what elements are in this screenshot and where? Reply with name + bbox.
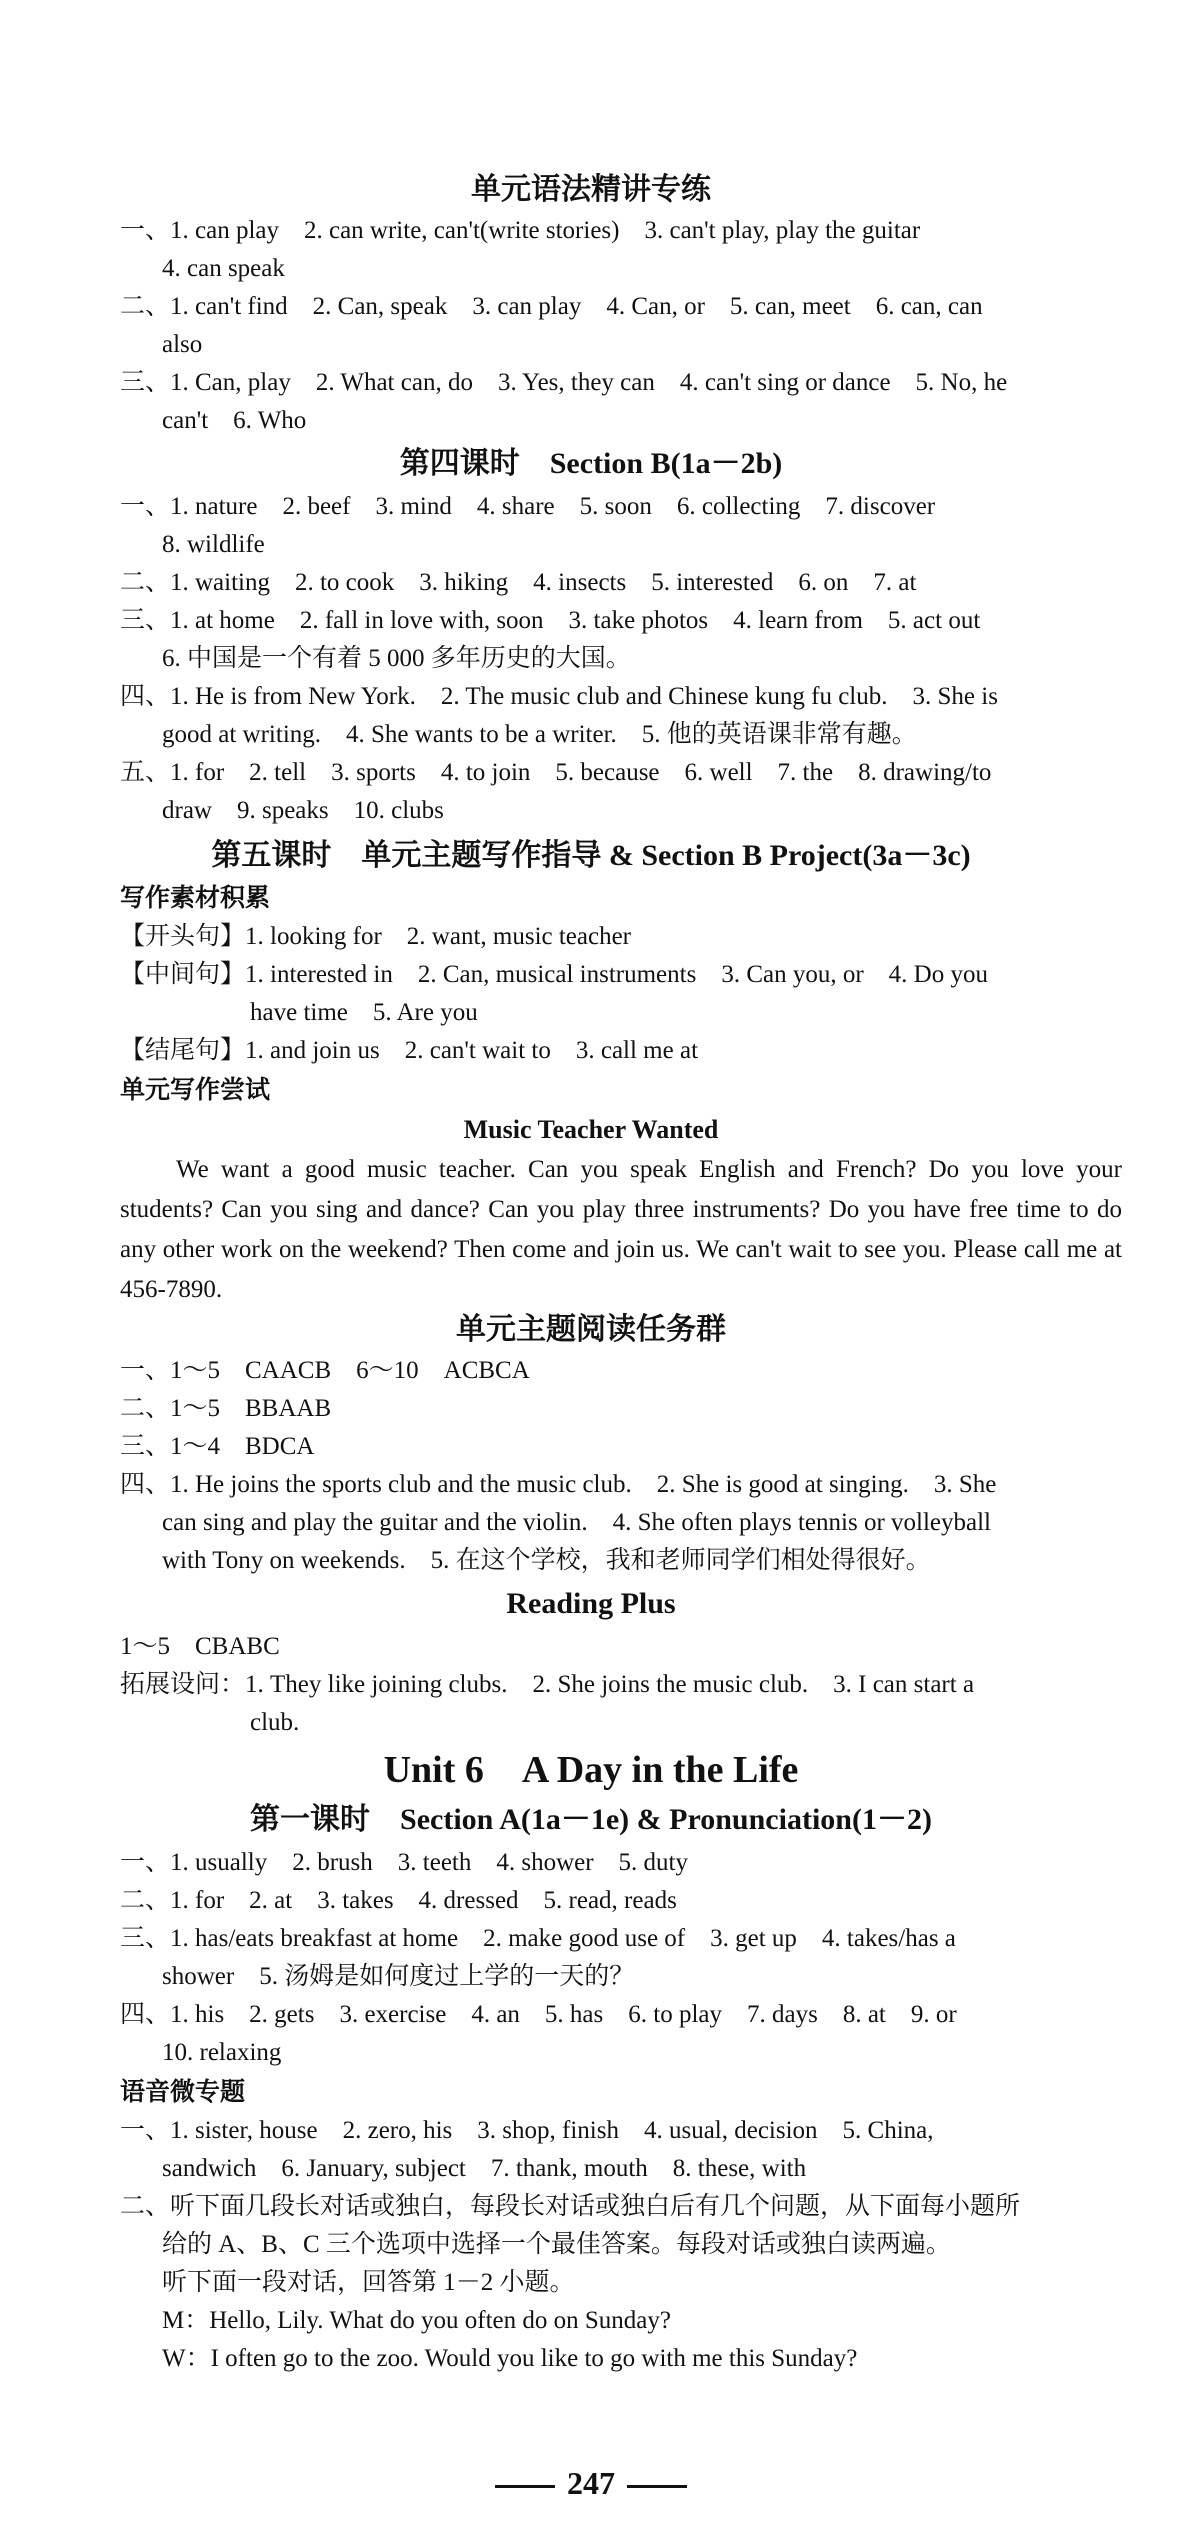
essay-title: Music Teacher Wanted bbox=[463, 1115, 719, 1144]
answer-line: 二、听下面几段长对话或独白，每段长对话或独白后有几个问题，从下面每小题所 bbox=[120, 2193, 1021, 2220]
answer-line: 一、1. can play 2. can write, can't(write stories) 3. can't play, play the guitar bbox=[120, 217, 921, 244]
answer-line: 听下面一段对话，回答第 1－2 小题。 bbox=[162, 2269, 575, 2296]
answer-line: 一、1. usually 2. brush 3. teeth 4. shower 5. duty bbox=[120, 1849, 689, 1876]
answer-line: 【中间句】1. interested in 2. Can, musical instruments 3. Can you, or 4. Do you bbox=[120, 961, 988, 988]
answer-line: 8. wildlife bbox=[162, 531, 265, 558]
answer-line: 二、1. for 2. at 3. takes 4. dressed 5. read, reads bbox=[120, 1887, 677, 1914]
answer-line: draw 9. speaks 10. clubs bbox=[162, 797, 444, 824]
answer-line: 1～5 CBABC bbox=[120, 1633, 280, 1660]
answer-line: 四、1. He is from New York. 2. The music club and Chinese kung fu club. 3. She is bbox=[120, 683, 998, 710]
answer-line: also bbox=[162, 331, 203, 358]
answer-line: 三、1～4 BDCA bbox=[120, 1433, 315, 1460]
reading-plus-title: Reading Plus bbox=[506, 1587, 676, 1620]
writing-try-heading: 单元写作尝试 bbox=[120, 1077, 271, 1104]
answer-line: 二、1. waiting 2. to cook 3. hiking 4. insects 5. interested 6. on 7. at bbox=[120, 569, 917, 596]
answer-line: can't 6. Who bbox=[162, 407, 307, 434]
answer-line: have time 5. Are you bbox=[250, 999, 478, 1026]
answer-line: 一、1～5 CAACB 6～10 ACBCA bbox=[120, 1357, 530, 1384]
answer-line: 三、1. Can, play 2. What can, do 3. Yes, they can 4. can't sing or dance 5. No, he bbox=[120, 369, 1008, 396]
unit6-lesson1-title: 第一课时 Section A(1a－1e) & Pronunciation(1－2) bbox=[250, 1803, 932, 1836]
lesson5-title: 第五课时 单元主题写作指导 & Section B Project(3a－3c) bbox=[211, 839, 971, 872]
dialogue-line: W：I often go to the zoo. Would you like to go with me this Sunday? bbox=[162, 2345, 858, 2372]
lesson4-title: 第四课时 Section B(1a－2b) bbox=[399, 447, 783, 480]
answer-line: club. bbox=[250, 1709, 300, 1736]
answer-line: 一、1. nature 2. beef 3. mind 4. share 5. soon 6. collecting 7. discover bbox=[120, 493, 936, 520]
answer-line: 五、1. for 2. tell 3. sports 4. to join 5. because 6. well 7. the 8. drawing/to bbox=[120, 759, 992, 786]
page-number bbox=[0, 2465, 1182, 2502]
answer-line: 四、1. He joins the sports club and the music club. 2. She is good at singing. 3. She bbox=[120, 1471, 997, 1498]
answer-line: shower 5. 汤姆是如何度过上学的一天的？ bbox=[162, 1963, 635, 1990]
answer-line: with Tony on weekends. 5. 在这个学校，我和老师同学们相处得很好。 bbox=[162, 1547, 931, 1574]
answer-line: 三、1. has/eats breakfast at home 2. make good use of 3. get up 4. takes/has a bbox=[120, 1925, 956, 1952]
page-number-text: 247 bbox=[567, 2465, 615, 2501]
answer-line: 4. can speak bbox=[162, 255, 285, 282]
page-number-dash-right bbox=[627, 2485, 687, 2488]
answer-line: 一、1. sister, house 2. zero, his 3. shop, finish 4. usual, decision 5. China, bbox=[120, 2117, 934, 2144]
answer-line: 二、1. can't find 2. Can, speak 3. can play 4. Can, or 5. can, meet 6. can, can bbox=[120, 293, 983, 320]
essay-body: We want a good music teacher. Can you speak English and French? Do you love your students? Can you sing and dance? Can you play three instruments? Do you have free time to do any other work on the weekend? Then come and join us. We can't wait to see you. Please call me at 456-7890. bbox=[120, 1156, 1122, 1303]
dialogue-line: M：Hello, Lily. What do you often do on Sunday? bbox=[162, 2307, 671, 2334]
grammar-section-title: 单元语法精讲专练 bbox=[471, 173, 711, 206]
answer-line: 二、1～5 BBAAB bbox=[120, 1395, 332, 1422]
answer-line: sandwich 6. January, subject 7. thank, mouth 8. these, with bbox=[162, 2155, 807, 2182]
answer-line: good at writing. 4. She wants to be a writer. 5. 他的英语课非常有趣。 bbox=[162, 721, 917, 748]
answer-line: 6. 中国是一个有着 5 000 多年历史的大国。 bbox=[162, 645, 631, 672]
phonics-heading: 语音微专题 bbox=[120, 2079, 246, 2106]
answer-line: 拓展设问：1. They like joining clubs. 2. She joins the music club. 3. I can start a bbox=[120, 1671, 975, 1698]
page-number-dash-left bbox=[495, 2485, 555, 2488]
answer-line: 三、1. at home 2. fall in love with, soon 3. take photos 4. learn from 5. act out bbox=[120, 607, 981, 634]
answer-line: 10. relaxing bbox=[162, 2039, 282, 2066]
answer-line: 【结尾句】1. and join us 2. can't wait to 3. call me at bbox=[120, 1037, 699, 1064]
answer-line: 给的 A、B、C 三个选项中选择一个最佳答案。每段对话或独白读两遍。 bbox=[162, 2231, 951, 2258]
answer-line: 四、1. his 2. gets 3. exercise 4. an 5. has 6. to play 7. days 8. at 9. or bbox=[120, 2001, 957, 2028]
reading-section-title: 单元主题阅读任务群 bbox=[456, 1313, 726, 1346]
answer-line: 【开头句】1. looking for 2. want, music teacher bbox=[120, 923, 632, 950]
answer-line: can sing and play the guitar and the violin. 4. She often plays tennis or volleyball bbox=[162, 1509, 991, 1536]
unit6-title: Unit 6 A Day in the Life bbox=[383, 1749, 799, 1791]
writing-material-heading: 写作素材积累 bbox=[120, 885, 271, 912]
